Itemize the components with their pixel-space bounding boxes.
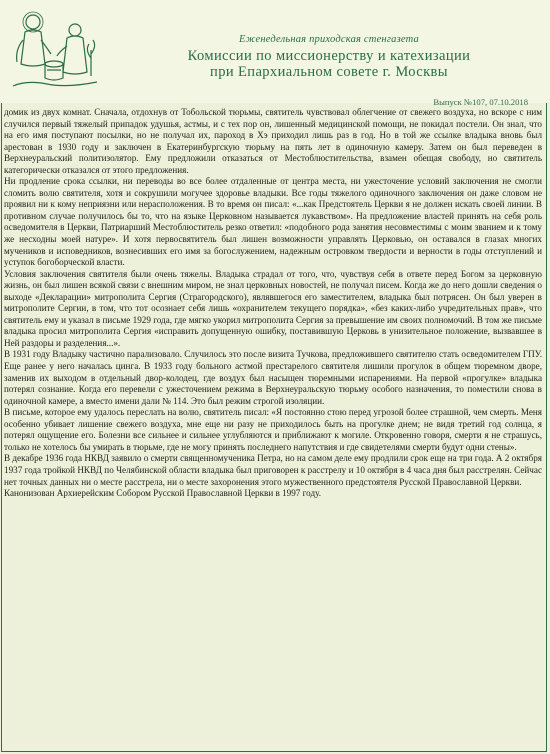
masthead xyxy=(108,34,550,80)
masthead-title-line2: при Епархиальном совете г. Москвы xyxy=(210,64,448,80)
article-body xyxy=(4,107,542,500)
masthead-subtitle: Еженедельная приходская стенгазета xyxy=(239,34,419,45)
article-paragraph: Ни продление срока ссылки, ни переводы во все более отдаленные от центра места, ни ужесточение условий заключения не смогли сломить волю святителя, хотя и сокрушили могучее здоровье владыки. Все годы тяжелого одиночного заключения он даже словом не проявил ни к кому неприязни или нерасположения. В то время он писал: «...как Предстоятель Церкви я не должен искать своей линии. В противном случае получилось бы то, что на языке Церковном называется лукавством». На предложение властей принять на себя роль осведомителя в Церкви, Патриарший Местоблюститель резко ответил: «подобного рода занятия несовместимы с моим званием и к тому же несходны моей натуре». И хотя первосвятитель был лишен возможности управлять Церковью, он оставался в глазах многих мучеников и исповедников, вознесивших его имя за богослужением, надежным островком твердости и верности в годы отступлений и уступок богоборческой власти. xyxy=(4,176,542,268)
article-paragraph: В декабре 1936 года НКВД заявило о смерти священномученика Петра, но на самом деле ему продлили срок еще на три года. А 2 октября 1937 года тройкой НКВД по Челябинской области владыка был приговорен к расстрелу и 10 октября в 4 часа дня был расстрелян. Сейчас нет точных данных ни о месте расстрела, ни о месте захоронения этого мужественного предстоятеля Русской Православной Церкви. xyxy=(4,453,542,487)
article-paragraph: Канонизован Архиерейским Собором Русской Православной Церкви в 1997 году. xyxy=(4,488,322,499)
masthead-title-line1: Комиссии по миссионерству и катехизации xyxy=(187,48,471,64)
article-paragraph: Условия заключения святителя были очень тяжелы. Владыка страдал от того, что, чувствуя себя в ответе перед Богом за церковную жизнь, он был лишен всякой связи с внешним миром, не знал церковных новостей, не получал писем. Когда же до него дошли сведения о выходе «Декларации» митрополита Сергия (Страгородского), являвшегося его заместителем, владыка был потрясен. Он был уверен в митрополите Сергии, в том, что тот осознает себя лишь «охранителем текущего порядка», «без каких-либо учредительных прав», что святитель ему и указал в письме 1929 года, где мягко укорил митрополита Сергия за превышение им своих полномочий. В том же письме владыка просил митрополита Сергия «исправить допущенную ошибку, поставившую Церковь в унизительное положение, вызвавшее в Ней раздоры и разделения...». xyxy=(4,268,542,348)
icon-figures-at-well xyxy=(7,6,102,92)
issue-number: Выпуск №107, 07.10.2018 xyxy=(433,97,528,107)
article-paragraph: В письме, которое ему удалось переслать на волю, святитель писал: «Я постоянно стою перед угрозой более страшной, чем смерть. Меня особенно убивает лишение свежего воздуха, мне еще ни разу не приходилось быть на прогулке днем; не видя третий год солнца, я потерял ощущение его. Болезни все сильнее и сильнее углубляются и приближают к могиле. Откровенно говоря, смерти я не страшусь, только не хотелось бы умирать в тюрьме, где не могу принять последнего напутствия и где свидетелями смерти будут одни стены». xyxy=(4,407,542,452)
article-paragraph: домик из двух комнат. Сначала, отдохнув от Тобольской тюрьмы, святитель чувствовал облегчение от свежего воздуха, но вскоре с ним случился первый тяжелый припадок удушья, астмы, и с тех пор он, лишенный медицинской помощи, не покидал постели. Он знал, что на его имя поступают посылки, но не получал их, пароход в Хэ приходил лишь раз в год. Но в той же ссылке владыка вновь был арестован в 1930 году и заключен в Екатеринбургскую тюрьму на пять лет в одиночную камеру. Затем он был переведен в Верхнеуральский политизолятор. Ему предложили отказаться от Местоблюстительства, взамен обещая свободу, но святитель категорически отказался от этого предложения. xyxy=(4,107,542,175)
article-paragraph: В 1931 году Владыку частично парализовало. Случилось это после визита Тучкова, предложившего святителю стать осведомителем ГПУ. Еще ранее у него началась цинга. В 1933 году больного астмой престарелого святителя лишили прогулок в общем тюремном дворе, заменив их выходом в отдельный двор-колодец, где воздух был насыщен тюремными испарениями. На первой «прогулке» владыка потерял сознание. Когда его перевели с ужесточением режима в Верхнеуральскую тюрьму особого назначения, то поместили снова в одиночной камере, а вместо имени дали № 114. Это был режим строгой изоляции. xyxy=(4,349,542,406)
